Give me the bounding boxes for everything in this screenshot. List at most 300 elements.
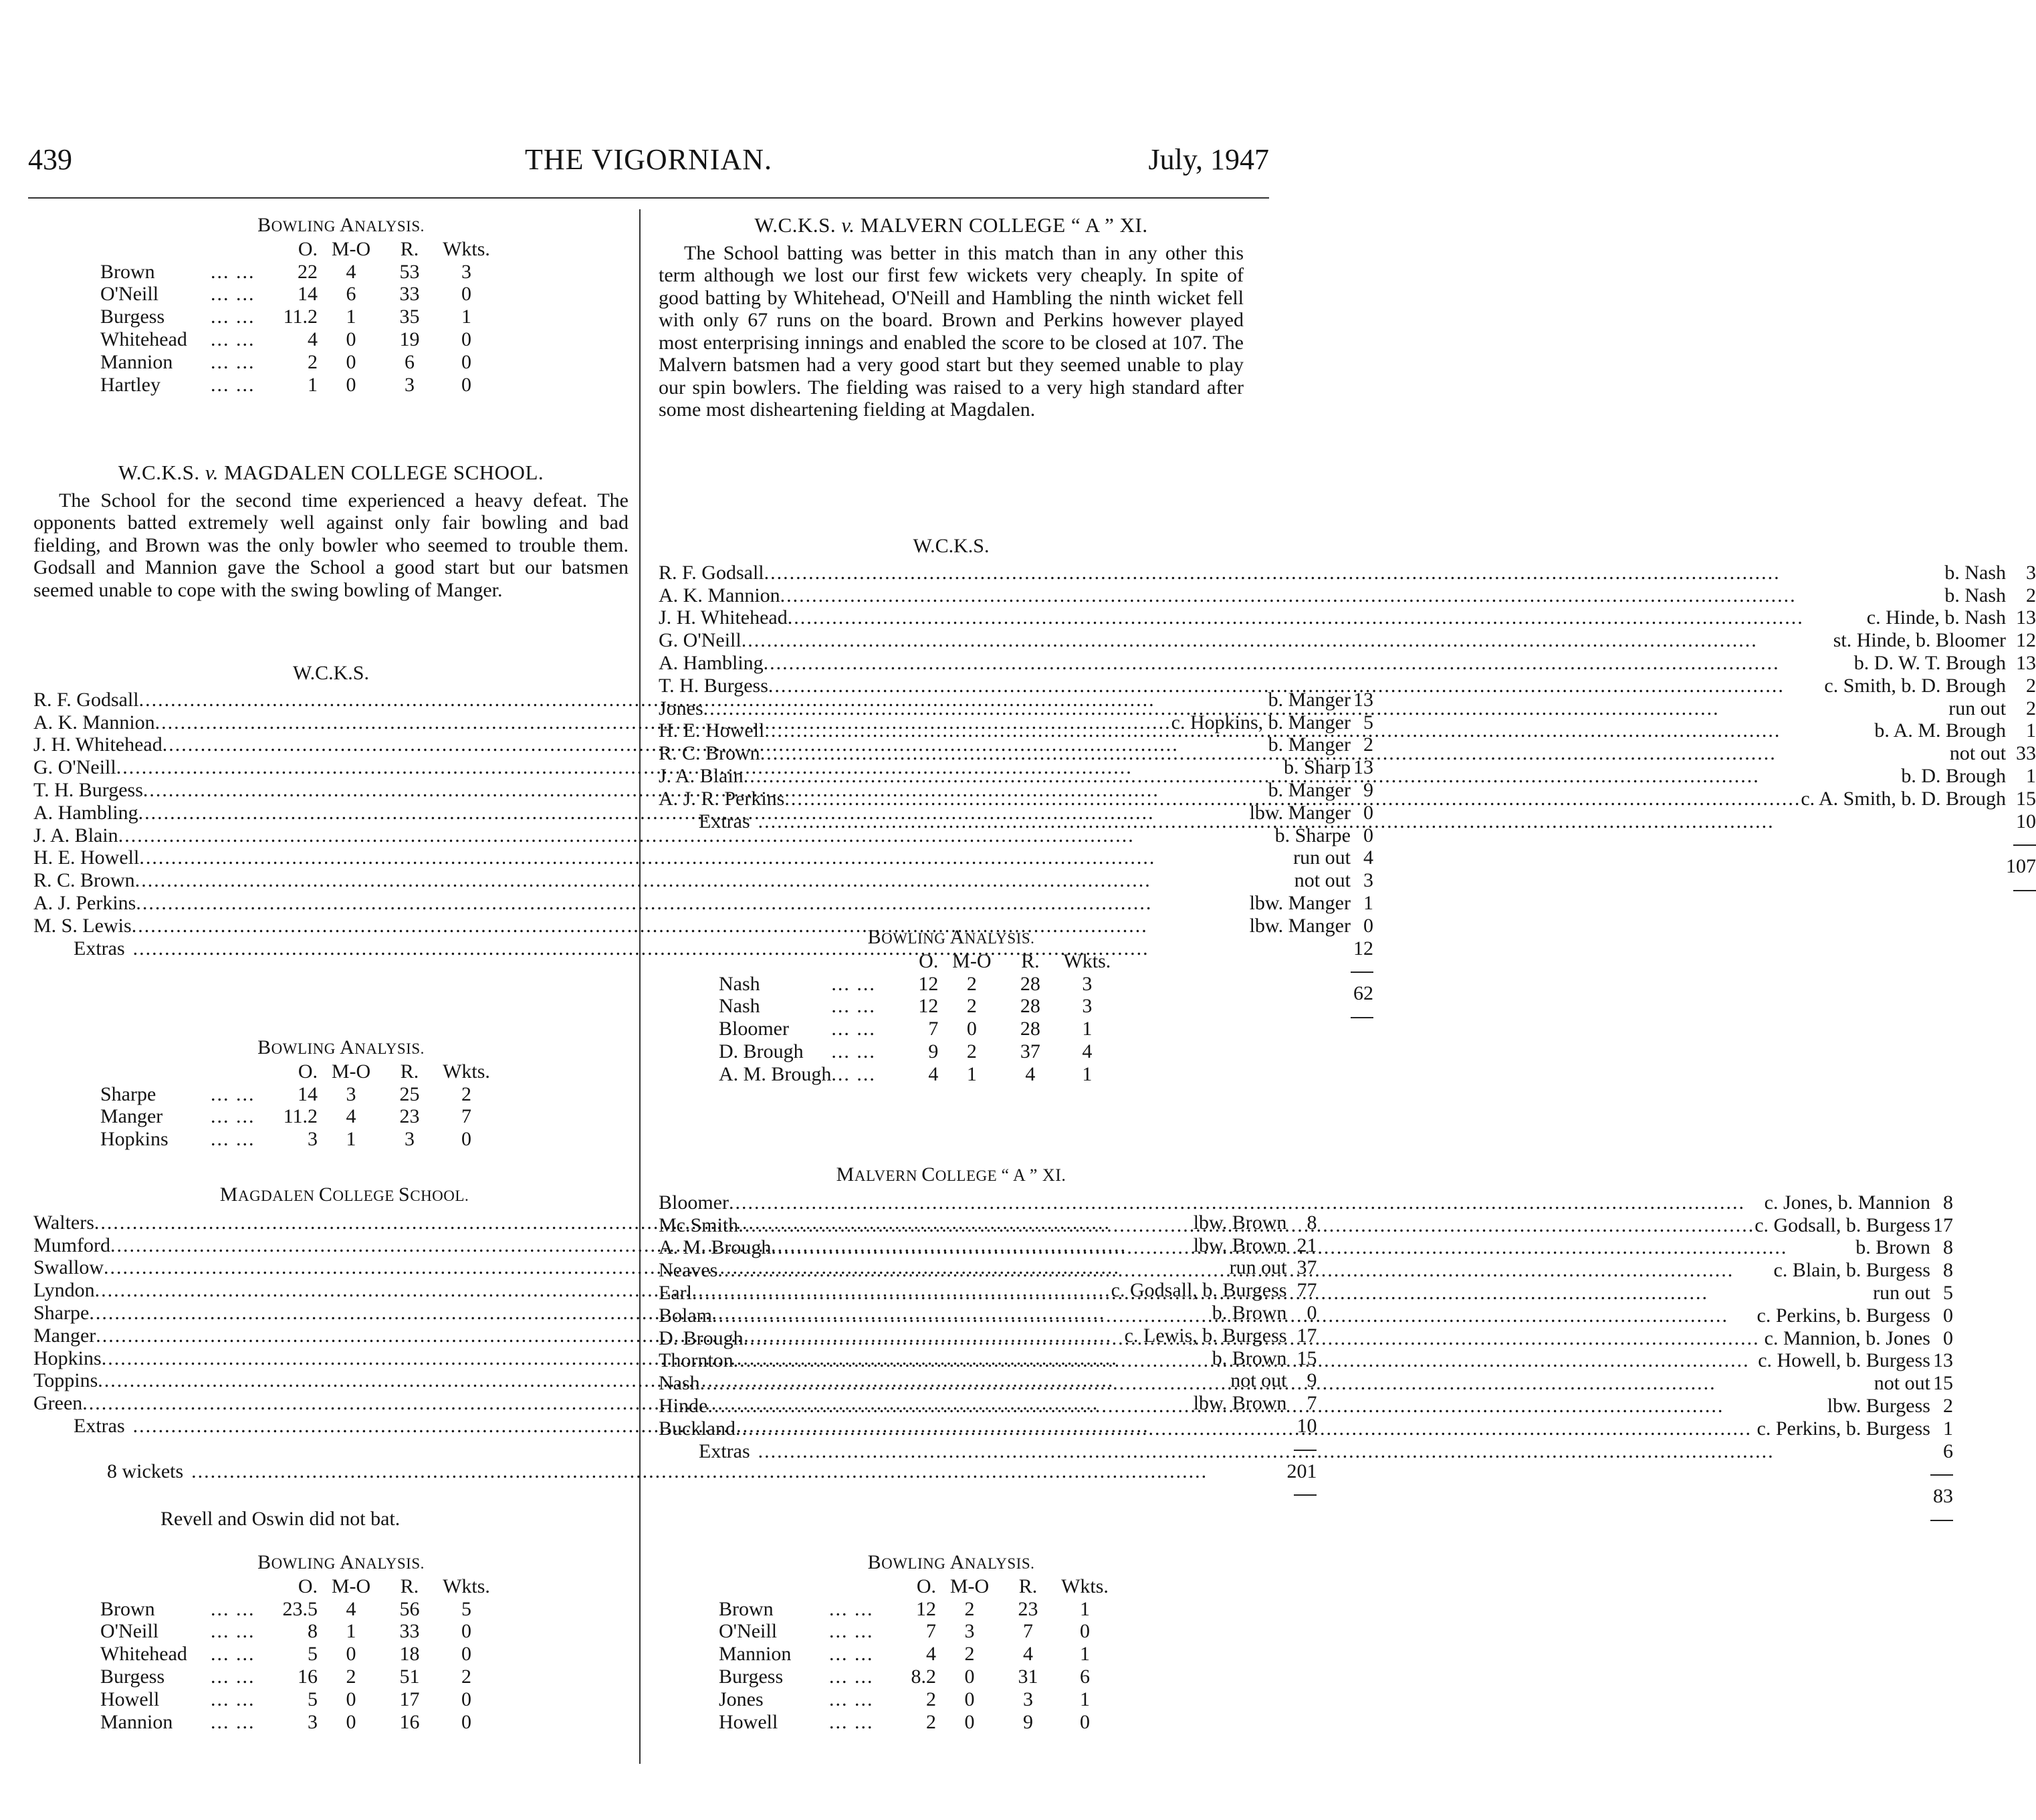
batsman-row bbox=[659, 1282, 1953, 1304]
total-rule-cell bbox=[2006, 878, 2036, 901]
wickets: 3 bbox=[1082, 972, 1093, 995]
spacer bbox=[659, 878, 2006, 901]
leader-dots: ... ... bbox=[829, 1665, 874, 1688]
column-header: R. bbox=[400, 237, 419, 260]
section-title: MAGDALEN COLLEGE SCHOOL. bbox=[219, 1183, 469, 1206]
extras-entry bbox=[659, 810, 2006, 833]
dismissal: st. Hinde, b. Bloomer bbox=[1833, 629, 2007, 652]
leader-dots bbox=[738, 1211, 1755, 1237]
bowler-row bbox=[100, 283, 498, 306]
bowling-rows bbox=[719, 1598, 1117, 1734]
batsman-name: T. H. Burgess bbox=[659, 674, 768, 697]
dismissal: lbw. Brown bbox=[1193, 1211, 1287, 1234]
bowler-name: Burgess bbox=[100, 1665, 165, 1688]
batsman-row bbox=[659, 1395, 1953, 1417]
batsman-line bbox=[659, 1282, 1930, 1304]
leader-dots bbox=[736, 1414, 1757, 1440]
runs-conceded: 28 bbox=[1020, 1018, 1040, 1040]
bowler-name: O'Neill bbox=[719, 1620, 778, 1643]
wickets: 0 bbox=[461, 1710, 471, 1733]
bowler-name: Brown bbox=[100, 1597, 155, 1620]
maidens: 4 bbox=[346, 260, 356, 283]
batsman-line bbox=[659, 697, 2006, 720]
overs: 22 bbox=[298, 260, 318, 283]
maidens: 2 bbox=[966, 995, 977, 1018]
runs-conceded: 19 bbox=[399, 328, 420, 350]
batsman-row bbox=[659, 584, 2036, 607]
bowling-analysis-5 bbox=[659, 1551, 1244, 1733]
batsman-name: R. C. Brown bbox=[659, 742, 760, 765]
bowler-name: Brown bbox=[719, 1597, 774, 1620]
overs: 4 bbox=[308, 328, 318, 350]
wickets: 7 bbox=[461, 1105, 471, 1128]
batsman-row bbox=[659, 562, 2036, 584]
leader-dots: ... ... bbox=[829, 1597, 874, 1620]
runs: 17 bbox=[1296, 1324, 1317, 1347]
runs-conceded: 6 bbox=[405, 350, 415, 373]
wickets: 1 bbox=[1082, 1018, 1093, 1040]
runs: 8 bbox=[1942, 1259, 1953, 1282]
wickets: 1 bbox=[1082, 1062, 1093, 1085]
runs: 0 bbox=[1942, 1327, 1953, 1349]
innings-total: 83 bbox=[1932, 1485, 1953, 1508]
bowling-header bbox=[719, 950, 1119, 973]
batsman-row bbox=[659, 1304, 1953, 1327]
batsman-entry bbox=[659, 1324, 1930, 1350]
batsman-line bbox=[659, 1211, 1930, 1237]
bowler-row bbox=[719, 973, 1119, 996]
extras-label: Extras bbox=[699, 810, 750, 832]
runs-conceded: 37 bbox=[1020, 1040, 1040, 1062]
runs-conceded: 18 bbox=[399, 1643, 420, 1666]
maidens: 0 bbox=[964, 1688, 975, 1710]
batsman-name: Bolam bbox=[659, 1304, 712, 1327]
column-header: R. bbox=[400, 1575, 419, 1597]
runs-conceded: 4 bbox=[1023, 1643, 1033, 1666]
batsman-entry bbox=[659, 1395, 1930, 1417]
batsman-name: Mc.Smith bbox=[659, 1214, 739, 1236]
batsman-name: R. C. Brown bbox=[33, 869, 135, 892]
batsman-name: G. O'Neill bbox=[659, 629, 742, 652]
dismissal: c. A. Smith, b. D. Brough bbox=[1801, 787, 2007, 810]
column-header: O. bbox=[916, 1575, 936, 1597]
batsman-row bbox=[659, 742, 2036, 765]
dismissal: b. Brown bbox=[1212, 1301, 1287, 1324]
wickets: 3 bbox=[1082, 995, 1093, 1018]
batsman-line bbox=[659, 1395, 1930, 1417]
leader-dots: ... ... bbox=[831, 1018, 876, 1040]
extras-entry bbox=[659, 1440, 1930, 1463]
column-header: M-O bbox=[331, 1060, 371, 1083]
maidens: 0 bbox=[346, 1710, 356, 1733]
batsman-name: Hinde bbox=[659, 1394, 708, 1417]
batsman-name: Earl bbox=[659, 1281, 692, 1304]
batsman-entry bbox=[659, 1301, 1930, 1327]
total-row bbox=[659, 1485, 1953, 1508]
bowling-header bbox=[100, 238, 498, 261]
batsman-name: R. F. Godsall bbox=[33, 688, 139, 711]
runs: 4 bbox=[1363, 846, 1373, 869]
wickets: 1 bbox=[1080, 1688, 1090, 1710]
wickets: 6 bbox=[1080, 1665, 1090, 1688]
batsman-entry bbox=[659, 742, 2006, 765]
bowling-analysis-3 bbox=[33, 1551, 629, 1733]
batsman-row bbox=[659, 1191, 1953, 1214]
total-rule-row bbox=[659, 832, 2036, 855]
overs: 12 bbox=[918, 972, 939, 995]
extras-runs: 12 bbox=[1353, 937, 1373, 959]
dismissal: b. Brown bbox=[1212, 1347, 1287, 1369]
dismissal: not out bbox=[1230, 1369, 1287, 1392]
total-rule-cell bbox=[2006, 832, 2036, 855]
batsman-name: Walters bbox=[33, 1211, 94, 1234]
dismissal: lbw. Manger bbox=[1249, 801, 1351, 824]
dismissal: lbw. Manger bbox=[1249, 891, 1351, 914]
bowler-name: Bloomer bbox=[719, 1018, 789, 1040]
runs: 2 bbox=[1942, 1394, 1953, 1417]
batsman-line bbox=[659, 1191, 1930, 1214]
batsman-name: A. K. Mannion bbox=[659, 584, 780, 606]
runs: 0 bbox=[1363, 824, 1373, 846]
maidens: 1 bbox=[346, 1620, 356, 1643]
overs: 5 bbox=[308, 1643, 318, 1666]
leader-dots: ... ... bbox=[829, 1710, 874, 1733]
runs: 1 bbox=[2026, 719, 2036, 742]
batsman-row bbox=[659, 788, 2036, 810]
total-rule bbox=[1351, 972, 1373, 973]
bowler-row bbox=[719, 1018, 1119, 1040]
batsman-entry bbox=[659, 606, 2006, 629]
batsman-name: T. H. Burgess bbox=[33, 778, 143, 801]
bowling-analysis-2 bbox=[33, 1036, 629, 1151]
leader-dots bbox=[768, 675, 1824, 697]
dismissal: c. Smith, b. D. Brough bbox=[1824, 674, 2007, 697]
batsman-row bbox=[659, 1372, 1953, 1395]
total-rule-row bbox=[659, 1462, 1953, 1485]
dismissal: c. Jones, b. Mannion bbox=[1764, 1191, 1930, 1214]
dismissal: run out bbox=[1229, 1256, 1287, 1279]
bowling-header-row bbox=[100, 238, 498, 261]
wickets-label: 8 wickets bbox=[107, 1460, 184, 1482]
batsman-row bbox=[659, 606, 2036, 629]
dismissal: not out bbox=[1874, 1372, 1930, 1395]
maidens: 3 bbox=[346, 1083, 356, 1105]
batsman-name: Toppins bbox=[33, 1369, 98, 1392]
dismissal: c. Mannion, b. Jones bbox=[1764, 1327, 1930, 1349]
leader-dots: ... ... bbox=[211, 1710, 255, 1733]
spacer bbox=[659, 1462, 1930, 1485]
leader-dots: ... ... bbox=[211, 1128, 255, 1151]
bowler-name: Nash bbox=[719, 995, 760, 1018]
bowler-name: Hopkins bbox=[100, 1128, 168, 1151]
runs-conceded: 33 bbox=[399, 283, 420, 306]
extras-runs: 10 bbox=[1296, 1414, 1317, 1437]
leader-dots bbox=[703, 697, 1949, 720]
bowling-table bbox=[719, 950, 1119, 1086]
leader-dots bbox=[700, 1372, 1874, 1395]
batsman-name: J. H. Whitehead bbox=[659, 606, 788, 629]
batsman-entry bbox=[659, 1372, 1930, 1395]
match-report: The School for the second time experienced a heavy defeat. The opponents batted extremely well against only fair bowling and bad fielding, and Brown was the only bowler who seemed to trouble them. Godsall and Mannion gave the School a good start but our batsmen seemed unable to cope with the swing bowling of Manger. bbox=[33, 489, 629, 601]
batsman-entry bbox=[659, 1349, 1930, 1372]
section-title: W.C.K.S. bbox=[913, 535, 990, 557]
bowler-row bbox=[100, 306, 498, 328]
dismissal: c. Perkins, b. Burgess bbox=[1757, 1304, 1930, 1327]
runs-conceded: 53 bbox=[399, 260, 420, 283]
runs: 0 bbox=[1942, 1304, 1953, 1327]
dismissal: b. Brown bbox=[1855, 1236, 1930, 1259]
batsman-name: Neaves bbox=[659, 1259, 718, 1282]
leader-dots: ... ... bbox=[831, 1062, 876, 1085]
dismissal: not out bbox=[1294, 869, 1351, 892]
spacer bbox=[211, 1575, 261, 1598]
dismissal: lbw. Brown bbox=[1193, 1392, 1287, 1415]
batsman-entry bbox=[659, 584, 2006, 607]
runs: 0 bbox=[1363, 914, 1373, 937]
maidens: 2 bbox=[964, 1643, 975, 1666]
bowler-row bbox=[719, 1063, 1119, 1086]
batting-table bbox=[659, 562, 2036, 901]
runs: 1 bbox=[1942, 1417, 1953, 1440]
runs-conceded: 31 bbox=[1018, 1665, 1038, 1688]
bowler-name: Manger bbox=[100, 1105, 163, 1128]
leader-dots bbox=[744, 765, 1902, 788]
leader-dots: ... ... bbox=[211, 373, 255, 396]
total-rule bbox=[2013, 844, 2036, 846]
overs: 7 bbox=[928, 1018, 939, 1040]
column-header: M-O bbox=[949, 1575, 990, 1597]
runs: 13 bbox=[1353, 756, 1373, 779]
batsman-line bbox=[659, 629, 2006, 652]
bowler-name: D. Brough bbox=[719, 1040, 804, 1062]
maidens: 0 bbox=[346, 1643, 356, 1666]
match-report: The School batting was better in this match than in any other this term although we lost our first few wickets very cheaply. In spite of good batting by Whitehead, O'Neill and Hambling the ninth wicket fell with only 67 runs on the board. Brown and Perkins however played most enterprising innings and enabled the score to be closed at 107. The Malvern batsmen had a very good start but they seemed unable to play our spin bowlers. The fielding was raised to a very high standard after some most disheartening fielding at Magdalen. bbox=[659, 241, 1244, 421]
overs: 3 bbox=[308, 1710, 318, 1733]
maidens: 0 bbox=[346, 373, 356, 396]
leader-dots: ... ... bbox=[211, 1643, 255, 1666]
batsman-row bbox=[659, 1327, 1953, 1350]
dismissal: b. D. Brough bbox=[1901, 764, 2007, 787]
batsman-row bbox=[659, 629, 2036, 652]
total-rule-row bbox=[659, 1508, 1953, 1530]
bowler-row bbox=[100, 1083, 498, 1106]
batsman-row bbox=[659, 1349, 1953, 1372]
dismissal: b. Nash bbox=[1944, 561, 2007, 584]
batsman-line bbox=[659, 1236, 1930, 1259]
leader-dots bbox=[764, 652, 1854, 675]
leader-dots: ... ... bbox=[211, 1665, 255, 1688]
batsman-name: A. Hambling bbox=[659, 651, 764, 674]
column-header: Wkts. bbox=[443, 1575, 490, 1597]
runs: 2 bbox=[2026, 697, 2036, 719]
overs: 4 bbox=[928, 1062, 939, 1085]
leader-dots: ... ... bbox=[211, 1597, 255, 1620]
bowler-row bbox=[719, 1643, 1117, 1666]
wickets: 0 bbox=[461, 283, 471, 306]
bowler-row bbox=[100, 1128, 498, 1151]
runs: 0 bbox=[1363, 801, 1373, 824]
batsman-line bbox=[659, 1301, 1930, 1327]
match-heading: W.C.K.S. v. MALVERN COLLEGE “ A ” XI. bbox=[754, 213, 1148, 237]
batsman-name: Swallow bbox=[33, 1256, 104, 1279]
batsman-line bbox=[659, 584, 2006, 607]
runs: 7 bbox=[1307, 1392, 1317, 1415]
wickets: 0 bbox=[1080, 1710, 1090, 1733]
batsman-name: A. M. Brough bbox=[659, 1236, 772, 1259]
runs-conceded: 35 bbox=[399, 306, 420, 328]
bowler-row bbox=[100, 1666, 498, 1688]
runs-conceded: 7 bbox=[1023, 1620, 1033, 1643]
spacer bbox=[100, 238, 211, 261]
bowling-rows bbox=[719, 973, 1119, 1086]
runs: 1 bbox=[2026, 764, 2036, 787]
wickets: 2 bbox=[461, 1083, 471, 1105]
leader-dots: ... ... bbox=[211, 260, 255, 283]
runs: 15 bbox=[2016, 787, 2036, 810]
bowler-name: Whitehead bbox=[100, 1643, 187, 1666]
batsman-row bbox=[659, 652, 2036, 675]
bowling-analysis-4 bbox=[659, 926, 1244, 1086]
overs: 14 bbox=[298, 283, 318, 306]
leader-dots bbox=[780, 584, 1945, 607]
batsman-line bbox=[659, 1324, 1930, 1350]
wickets: 3 bbox=[461, 260, 471, 283]
bowler-name: Mannion bbox=[100, 350, 173, 373]
leader-dots bbox=[764, 719, 1874, 742]
runs-conceded: 9 bbox=[1023, 1710, 1033, 1733]
section-title: W.C.K.S. bbox=[293, 662, 369, 684]
batsman-line bbox=[659, 1414, 1930, 1440]
leader-dots: ... ... bbox=[211, 306, 255, 328]
bowler-row bbox=[100, 351, 498, 374]
overs: 11.2 bbox=[283, 1105, 318, 1128]
runs-conceded: 17 bbox=[399, 1688, 420, 1710]
bowler-row bbox=[100, 1620, 498, 1643]
runs: 13 bbox=[1932, 1349, 1953, 1372]
maidens: 4 bbox=[346, 1105, 356, 1128]
wickets: 5 bbox=[461, 1597, 471, 1620]
batsman-name: Sharpe bbox=[33, 1301, 90, 1324]
total-rule bbox=[1930, 1474, 1953, 1476]
total-rule bbox=[1930, 1520, 1953, 1521]
dismissal: run out bbox=[1948, 697, 2007, 719]
column-header: O. bbox=[298, 237, 318, 260]
leader-dots bbox=[742, 629, 1833, 652]
batsman-line bbox=[659, 606, 2006, 629]
wickets: 2 bbox=[461, 1665, 471, 1688]
batsman-name: A. Hambling bbox=[33, 801, 138, 824]
batsman-name: Thornton bbox=[659, 1349, 733, 1372]
batsman-row bbox=[659, 1214, 1953, 1237]
leader-dots bbox=[784, 788, 1801, 810]
batsman-entry bbox=[659, 1414, 1930, 1440]
overs: 2 bbox=[926, 1688, 936, 1710]
runs: 3 bbox=[2026, 561, 2036, 584]
column-header: Wkts. bbox=[1063, 949, 1111, 972]
bowler-name: Jones bbox=[719, 1688, 764, 1710]
section-title: BOWLING ANALYSIS. bbox=[867, 926, 1035, 948]
batsman-name: D. Brough bbox=[659, 1327, 744, 1349]
batsman-entry bbox=[659, 1236, 1930, 1259]
dismissal: c. Hopkins, b. Manger bbox=[1171, 711, 1351, 733]
overs: 12 bbox=[916, 1597, 936, 1620]
runs: 33 bbox=[2016, 742, 2036, 765]
batsman-name: Manger bbox=[33, 1324, 96, 1347]
leader-dots bbox=[758, 1440, 1930, 1463]
leader-dots bbox=[733, 1349, 1759, 1372]
bowling-analysis-1 bbox=[33, 214, 629, 396]
bowling-table bbox=[100, 1060, 498, 1151]
batsman-name: M. S. Lewis bbox=[33, 914, 132, 937]
maidens: 1 bbox=[346, 306, 356, 328]
runs: 15 bbox=[1296, 1347, 1317, 1369]
extras-row bbox=[659, 1440, 1953, 1463]
runs: 15 bbox=[1932, 1372, 1953, 1395]
extras-line bbox=[699, 810, 2006, 833]
runs: 17 bbox=[1932, 1214, 1953, 1236]
spacer bbox=[100, 1060, 211, 1083]
bowling-table bbox=[719, 1575, 1117, 1734]
dismissal: b. Manger bbox=[1268, 733, 1351, 756]
running-header bbox=[28, 143, 1269, 189]
batsman-row bbox=[659, 1259, 1953, 1282]
spacer bbox=[659, 832, 2006, 855]
bowling-header bbox=[100, 1575, 498, 1598]
section-title: MALVERN COLLEGE “ A ” XI. bbox=[836, 1163, 1066, 1185]
runs-conceded: 3 bbox=[405, 1128, 415, 1151]
total-rule bbox=[2013, 890, 2036, 891]
bowling-table bbox=[100, 238, 498, 396]
batsman-entry bbox=[659, 719, 2006, 742]
batsman-line bbox=[659, 719, 2006, 742]
dismissal: b. D. W. T. Brough bbox=[1853, 651, 2007, 674]
magdalen-match bbox=[33, 461, 629, 601]
batsman-entry bbox=[659, 652, 2006, 675]
dismissal: b. Manger bbox=[1268, 778, 1351, 801]
batsman-entry bbox=[659, 675, 2006, 697]
batsman-name: J. A. Blain bbox=[659, 764, 744, 787]
batsman-entry bbox=[659, 697, 2006, 720]
batsman-entry bbox=[659, 788, 2006, 810]
extras-label: Extras bbox=[699, 1440, 750, 1462]
runs: 13 bbox=[1353, 688, 1373, 711]
overs: 23.5 bbox=[282, 1597, 318, 1620]
issue-date: July, 1947 bbox=[1148, 143, 1269, 176]
bowler-row bbox=[719, 1620, 1117, 1643]
innings-total: 201 bbox=[1286, 1460, 1317, 1482]
batsman-entry bbox=[659, 562, 2006, 584]
leader-dots: ... ... bbox=[829, 1643, 874, 1666]
dismissal: c. Godsall, b. Burgess bbox=[1755, 1214, 1930, 1236]
bowling-rows bbox=[100, 1083, 498, 1151]
bowling-header-row bbox=[719, 1575, 1117, 1598]
bowler-row bbox=[719, 1688, 1117, 1711]
overs: 1 bbox=[308, 373, 318, 396]
spacer bbox=[659, 1485, 1930, 1508]
extras-runs: 10 bbox=[2016, 810, 2036, 832]
bowler-name: Whitehead bbox=[100, 328, 187, 350]
batsman-line bbox=[659, 765, 2006, 788]
batsman-entry bbox=[659, 765, 2006, 788]
leader-dots: ... ... bbox=[829, 1620, 874, 1643]
overs: 2 bbox=[308, 350, 318, 373]
bowler-row bbox=[719, 1711, 1117, 1734]
wickets: 1 bbox=[1080, 1597, 1090, 1620]
bowler-name: Burgess bbox=[100, 306, 165, 328]
total-rule-cell bbox=[1930, 1462, 1953, 1485]
batsman-name: A. J. Perkins bbox=[33, 891, 136, 914]
maidens: 0 bbox=[346, 350, 356, 373]
